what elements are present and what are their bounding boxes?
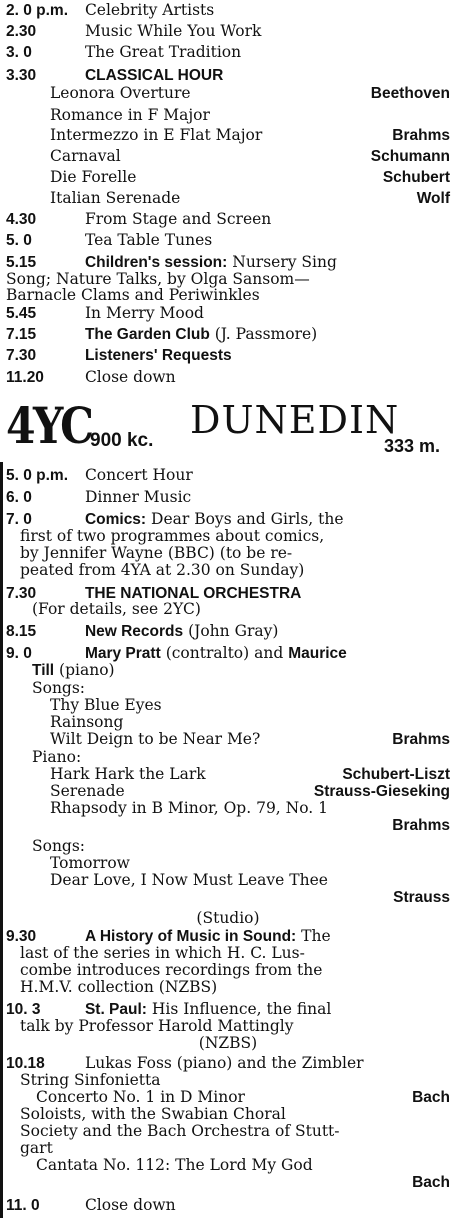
composer: Strauss-Gieseking bbox=[313, 783, 450, 800]
listing-row bbox=[6, 67, 450, 84]
listing-row bbox=[6, 2, 450, 19]
composer: Schubert bbox=[382, 169, 450, 186]
programme-title: St. Paul: bbox=[84, 1001, 147, 1018]
time: 10.18 bbox=[6, 1055, 45, 1072]
listing-row bbox=[6, 44, 450, 61]
work-title: Die Forelle bbox=[50, 168, 137, 186]
continuation-text: (NZBS) bbox=[198, 1034, 258, 1052]
listing-row bbox=[6, 1197, 450, 1214]
time: 7.30 bbox=[6, 347, 37, 364]
programme-title: Children's session: bbox=[84, 254, 228, 271]
work-title: Serenade bbox=[50, 782, 125, 800]
programme-title: Mary Pratt bbox=[84, 645, 161, 662]
listing-row bbox=[6, 489, 450, 506]
listing-continuation bbox=[6, 662, 450, 679]
listing-row bbox=[6, 467, 450, 484]
time: 8.15 bbox=[6, 623, 37, 640]
listing-row bbox=[6, 511, 450, 528]
programme-title: Close down bbox=[84, 1196, 176, 1214]
composer: Strauss bbox=[393, 889, 450, 906]
work-row bbox=[6, 148, 450, 165]
work-row bbox=[6, 127, 450, 144]
work-title: Rainsong bbox=[50, 713, 124, 731]
programme-desc: (J. Passmore) bbox=[214, 325, 318, 343]
programme-desc: (contralto) and bbox=[165, 644, 284, 662]
programme-desc: Nursery Sing bbox=[232, 253, 337, 271]
programme-title: THE NATIONAL ORCHESTRA bbox=[84, 585, 302, 602]
programme-title: A History of Music in Sound: bbox=[84, 928, 297, 945]
time: 7.30 bbox=[6, 585, 37, 602]
continuation-text: Society and the Bach Orchestra of Stutt- bbox=[20, 1122, 340, 1140]
column-rule bbox=[0, 462, 3, 1218]
work-title: Dear Love, I Now Must Leave Thee bbox=[50, 871, 328, 889]
station-wavelength: 333 m. bbox=[383, 436, 440, 456]
section-label bbox=[6, 680, 450, 697]
programme-title: Music While You Work bbox=[84, 22, 262, 40]
time: 7.15 bbox=[6, 326, 37, 343]
programme-title: Tea Table Tunes bbox=[84, 231, 213, 249]
continuation-text: Barnacle Clams and Periwinkles bbox=[6, 286, 260, 304]
work-row bbox=[6, 800, 450, 817]
time: 9.30 bbox=[6, 928, 37, 945]
work-row bbox=[6, 783, 450, 800]
composer: Schumann bbox=[370, 148, 450, 165]
work-row bbox=[6, 169, 450, 186]
listing-row bbox=[6, 645, 450, 662]
listing-continuation bbox=[6, 1018, 450, 1035]
time: 3. 0 bbox=[6, 44, 32, 61]
programme-title: Concert Hour bbox=[84, 466, 193, 484]
performer-name: Maurice bbox=[288, 645, 347, 662]
listing-continuation bbox=[6, 1072, 450, 1089]
programme-title: Listeners' Requests bbox=[84, 347, 232, 364]
time: 3.30 bbox=[6, 67, 37, 84]
listing-continuation bbox=[6, 562, 450, 579]
listing-row bbox=[6, 254, 450, 271]
composer: Bach bbox=[412, 1174, 450, 1191]
listing-row bbox=[6, 1055, 450, 1072]
station-callsign: 4YC bbox=[6, 396, 92, 455]
work-title: Cantata No. 112: The Lord My God bbox=[36, 1156, 313, 1174]
listing-continuation bbox=[6, 962, 450, 979]
work-title: Thy Blue Eyes bbox=[50, 696, 162, 714]
continuation-text: H.M.V. collection (NZBS) bbox=[20, 978, 218, 996]
station-frequency: 900 kc. bbox=[90, 430, 154, 451]
programme-title: New Records bbox=[84, 623, 184, 640]
programme-desc: (piano) bbox=[59, 661, 115, 679]
programme-desc: Dear Boys and Girls, the bbox=[151, 510, 344, 528]
continuation-text: first of two programmes about comics, bbox=[20, 527, 325, 545]
work-row bbox=[6, 872, 450, 889]
work-title: Romance in F Major bbox=[50, 106, 210, 124]
programme-title: CLASSICAL HOUR bbox=[84, 67, 224, 84]
time: 2.30 bbox=[6, 23, 37, 40]
listing-row bbox=[6, 211, 450, 228]
programme-title: In Merry Mood bbox=[84, 304, 204, 322]
composer: Brahms bbox=[392, 127, 450, 144]
time: 5. 0 bbox=[6, 232, 32, 249]
listing-row bbox=[6, 326, 450, 343]
work-title: Italian Serenade bbox=[50, 189, 181, 207]
programme-desc: The bbox=[301, 927, 331, 945]
listing-continuation bbox=[6, 1106, 450, 1123]
time: 7. 0 bbox=[6, 511, 32, 528]
section-label-text: Songs: bbox=[32, 837, 86, 855]
programme-title: The Great Tradition bbox=[84, 43, 242, 61]
continuation-text: String Sinfonietta bbox=[20, 1071, 161, 1089]
programme-desc: (John Gray) bbox=[188, 622, 279, 640]
continuation-text: last of the series in which H. C. Lus- bbox=[20, 944, 305, 962]
work-title: Hark Hark the Lark bbox=[50, 765, 206, 783]
listing-continuation bbox=[6, 601, 450, 618]
programme-title: The Garden Club bbox=[84, 326, 210, 343]
studio-note-text: (Studio) bbox=[196, 909, 260, 927]
listing-row bbox=[6, 305, 450, 322]
composer: Brahms bbox=[392, 731, 450, 748]
time: 9. 0 bbox=[6, 645, 32, 662]
work-row bbox=[6, 714, 450, 731]
continuation-text: (For details, see 2YC) bbox=[32, 600, 201, 618]
programme-desc: Lukas Foss (piano) and the Zimbler bbox=[84, 1054, 364, 1072]
work-row bbox=[6, 107, 450, 124]
listing-row bbox=[6, 369, 450, 386]
section-label-text: Songs: bbox=[32, 679, 86, 697]
work-title: Carnaval bbox=[50, 147, 121, 165]
composer: Bach bbox=[412, 1089, 450, 1106]
studio-note bbox=[6, 910, 450, 927]
listing-continuation bbox=[6, 945, 450, 962]
listing-row bbox=[6, 23, 450, 40]
continuation-text: Song; Nature Talks, by Olga Sansom— bbox=[6, 270, 310, 288]
work-row bbox=[6, 1157, 450, 1174]
composer: Beethoven bbox=[370, 85, 450, 102]
composer: Wolf bbox=[416, 190, 450, 207]
continuation-text: by Jennifer Wayne (BBC) (to be re- bbox=[20, 544, 293, 562]
programme-title: Dinner Music bbox=[84, 488, 192, 506]
listing-row bbox=[6, 1001, 450, 1018]
programme-title: Comics: bbox=[84, 511, 147, 528]
work-row bbox=[6, 855, 450, 872]
work-row bbox=[6, 85, 450, 102]
time: 6. 0 bbox=[6, 489, 32, 506]
programme-title: Celebrity Artists bbox=[84, 1, 215, 19]
station-city: DUNEDIN bbox=[190, 398, 400, 442]
section-label bbox=[6, 838, 450, 855]
programme-title: Close down bbox=[84, 368, 176, 386]
time: 5.15 bbox=[6, 254, 37, 271]
work-row bbox=[6, 766, 450, 783]
listing-continuation bbox=[6, 1123, 450, 1140]
section-label-text: Piano: bbox=[32, 748, 82, 766]
work-title: Rhapsody in B Minor, Op. 79, No. 1 bbox=[50, 799, 328, 817]
work-row bbox=[6, 190, 450, 207]
section-label bbox=[6, 749, 450, 766]
listing-row bbox=[6, 347, 450, 364]
composer: Schubert-Liszt bbox=[342, 766, 450, 783]
work-row bbox=[6, 731, 450, 748]
listing-continuation bbox=[6, 979, 450, 996]
work-title: Concerto No. 1 in D Minor bbox=[36, 1088, 245, 1106]
continuation-text: Soloists, with the Swabian Choral bbox=[20, 1105, 286, 1123]
work-row bbox=[6, 1089, 450, 1106]
listing-continuation bbox=[6, 1035, 450, 1052]
time: 11. 0 bbox=[6, 1197, 40, 1214]
performer-name: Till bbox=[32, 662, 55, 679]
time: 10. 3 bbox=[6, 1001, 41, 1018]
listing-continuation bbox=[6, 1140, 450, 1157]
station-header bbox=[6, 396, 450, 466]
composer: Brahms bbox=[392, 817, 450, 834]
continuation-text: combe introduces recordings from the bbox=[20, 961, 323, 979]
listing-continuation bbox=[6, 545, 450, 562]
continuation-text: talk by Professor Harold Mattingly bbox=[20, 1017, 294, 1035]
work-title: Tomorrow bbox=[50, 854, 130, 872]
time: 4.30 bbox=[6, 211, 37, 228]
programme-title: From Stage and Screen bbox=[84, 210, 272, 228]
work-title: Intermezzo in E Flat Major bbox=[50, 126, 263, 144]
work-row bbox=[6, 697, 450, 714]
time: 5. 0 p.m. bbox=[6, 467, 69, 484]
programme-desc: His Influence, the final bbox=[151, 1000, 332, 1018]
work-title: Leonora Overture bbox=[50, 84, 191, 102]
work-title: Wilt Deign to be Near Me? bbox=[50, 730, 261, 748]
continuation-text: gart bbox=[20, 1139, 53, 1157]
time: 2. 0 p.m. bbox=[6, 2, 69, 19]
listing-row bbox=[6, 623, 450, 640]
continuation-text: peated from 4YA at 2.30 on Sunday) bbox=[20, 561, 305, 579]
time: 11.20 bbox=[6, 369, 44, 386]
listing-row bbox=[6, 928, 450, 945]
listing-row bbox=[6, 232, 450, 249]
listing-continuation bbox=[6, 287, 450, 304]
time: 5.45 bbox=[6, 305, 37, 322]
listing-continuation bbox=[6, 528, 450, 545]
